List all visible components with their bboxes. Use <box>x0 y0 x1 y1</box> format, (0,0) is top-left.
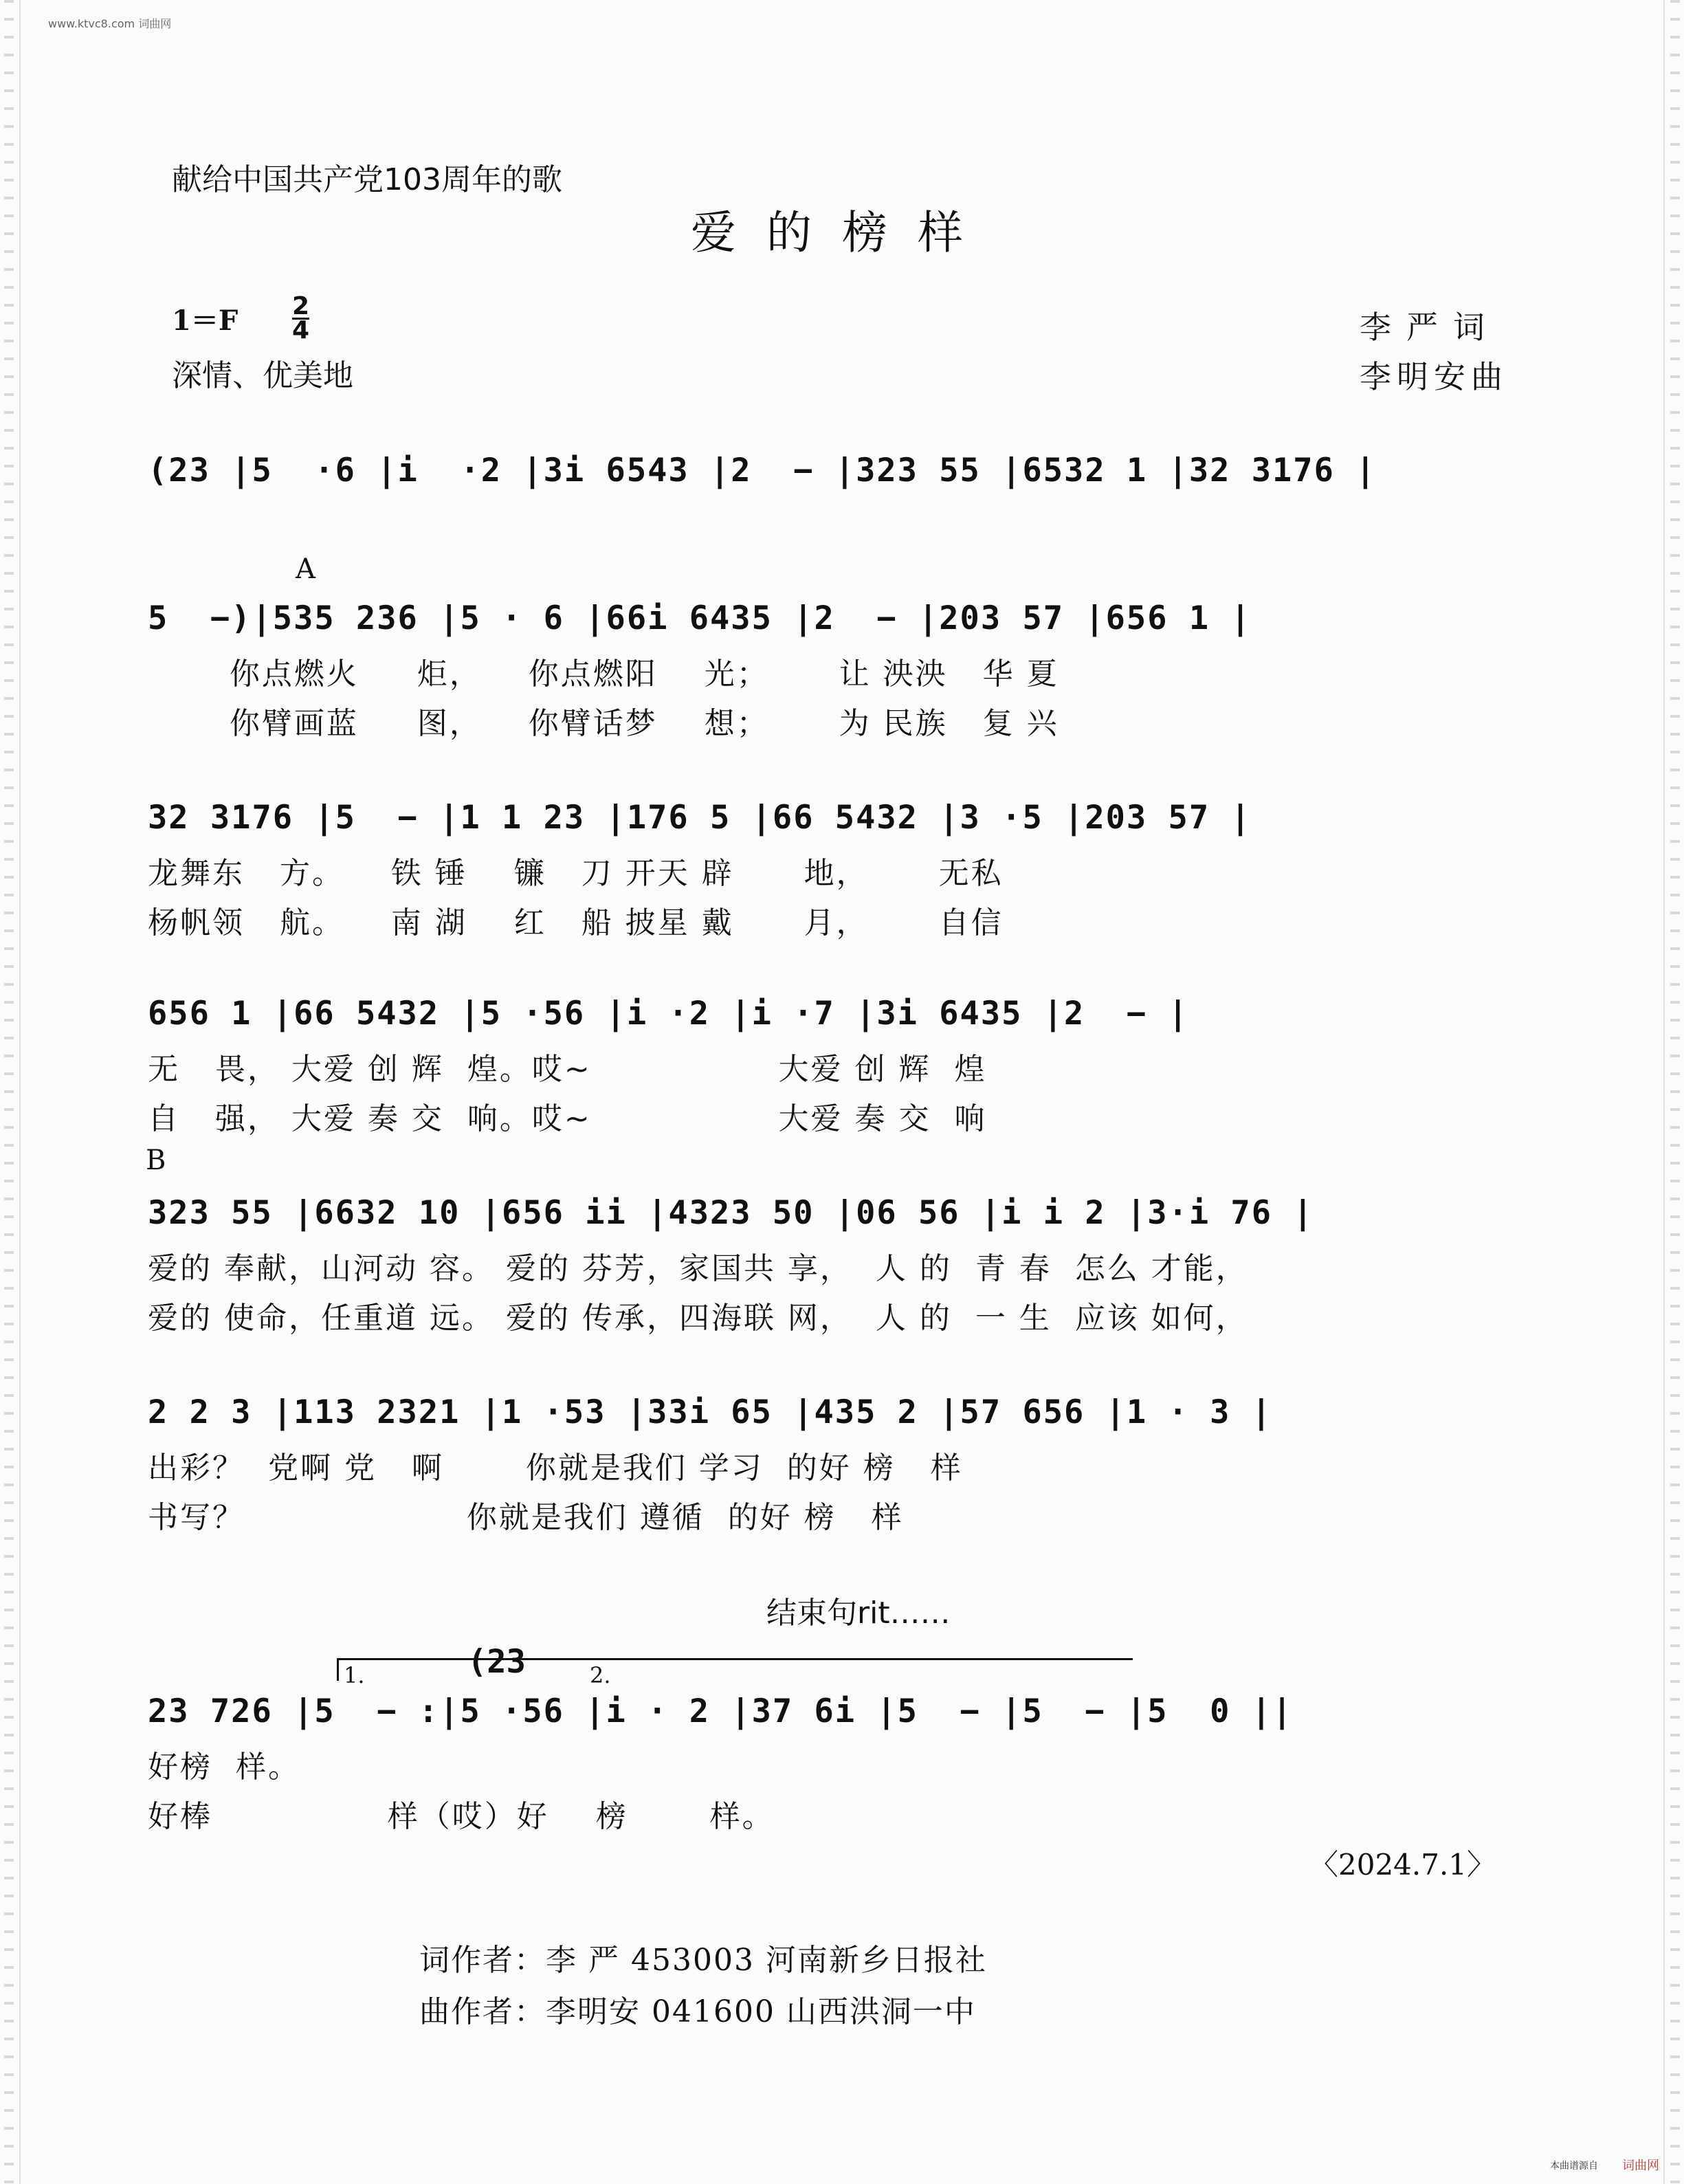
composer-credit: 李明安曲 <box>1360 358 1508 395</box>
lyric-verse-2: 爱的 使命，任重道 远。 爱的 传承，四海联 网， 人 的 一 生 应该 如何， <box>148 1301 1248 1336</box>
notes-row: 32 3176 |5 − |1 1 23 |176 5 |66 5432 |3 ·5 |203 57 | <box>148 799 1252 837</box>
notes-row: 656 1 |66 5432 |5 ·56 |i ·2 |i ·7 |3i 6435 |2 − | <box>148 995 1189 1033</box>
score-line-7 <box>148 1681 1533 1842</box>
page-rule-right <box>1663 0 1665 2184</box>
score-line-5 <box>148 1182 1533 1343</box>
ending-pickup: (23 <box>467 1643 526 1681</box>
volta-bracket <box>337 1658 1133 1681</box>
section-a-marker: A <box>296 553 315 585</box>
ending-2-marker: 2. <box>590 1662 611 1688</box>
notes-row: 23 726 |5 − :|5 ·56 |i · 2 |37 6i |5 − |5 − |5 0 || <box>148 1692 1294 1730</box>
lyric-verse-1: 好榜 样。 <box>148 1750 300 1785</box>
notes-row: 323 55 |6632 10 |656 ii |4323 50 |06 56 |i i 2 |3·i 76 | <box>148 1194 1314 1232</box>
composer-contact: 曲作者：李明安 041600 山西洪洞一中 <box>419 1994 976 2029</box>
section-b-marker: B <box>146 1145 166 1176</box>
page-border-right <box>1670 0 1680 2184</box>
composition-date: 〈2024.7.1〉 <box>1309 1848 1496 1882</box>
ending-1-marker: 1. <box>344 1662 365 1688</box>
lyric-verse-2: 杨帆领 航。 南 湖 红 船 披星 戴 月， 自信 <box>148 905 1004 940</box>
lyric-verse-1: 龙舞东 方。 铁 锤 镰 刀 开天 辟 地， 无私 <box>148 856 1004 891</box>
expression-marking: 深情、优美地 <box>172 358 353 393</box>
score-line-6 <box>148 1382 1533 1543</box>
lyric-verse-1: 出彩？ 党啊 党 啊 你就是我们 学习 的好 榜 样 <box>148 1451 963 1486</box>
source-tag: www.ktvc8.com 词曲网 <box>48 17 172 30</box>
dedication: 献给中国共产党103周年的歌 <box>172 162 562 197</box>
meter-top: 2 <box>292 292 310 320</box>
ending-rit-text: 结束句rit…… <box>766 1596 951 1631</box>
score-line-1 <box>148 440 1533 502</box>
lyric-verse-2: 好棒 样（哎）好 榜 样。 <box>148 1799 775 1834</box>
meter-bottom: 4 <box>292 316 310 344</box>
notes-row: 5 −)|535 236 |5 · 6 |66i 6435 |2 − |203 57 |656 1 | <box>148 599 1252 637</box>
score-line-4 <box>148 983 1533 1144</box>
lyric-verse-1: 无 畏， 大爱 创 辉 煌。哎~ 大爱 创 辉 煌 <box>148 1052 987 1087</box>
lyric-verse-2: 书写？ 你就是我们 遵循 的好 榜 样 <box>148 1500 904 1535</box>
lyricist-contact: 词作者：李 严 453003 河南新乡日报社 <box>419 1943 987 1978</box>
footer-source-label: 本曲谱源自 <box>1550 2161 1598 2172</box>
notes-row: (23 |5 ·6 |i ·2 |3i 6543 |2 − |323 55 |6532 1 |32 3176 | <box>148 452 1377 489</box>
score-line-3 <box>148 787 1533 948</box>
lyric-verse-2: 你臂画蓝 图， 你臂话梦 想； 为 民族 复 兴 <box>148 706 1059 741</box>
key-signature: 1＝F <box>172 305 239 337</box>
lyric-verse-2: 自 强， 大爱 奏 交 响。哎~ 大爱 奏 交 响 <box>148 1101 987 1136</box>
lyric-verse-1: 爱的 奉献，山河动 容。 爱的 芬芳，家国共 享， 人 的 青 春 怎么 才能， <box>148 1251 1248 1286</box>
time-signature <box>292 292 310 344</box>
score-line-2 <box>148 588 1533 749</box>
page-border-left <box>4 0 14 2184</box>
footer-site-logo: 词曲网 <box>1622 2159 1659 2173</box>
lyricist-credit: 李严词 <box>1360 309 1500 346</box>
notes-row: 2 2 3 |113 2321 |1 ·53 |33i 65 |435 2 |57 656 |1 · 3 | <box>148 1393 1273 1431</box>
page-rule-left <box>19 0 21 2184</box>
lyric-verse-1: 你点燃火 炬， 你点燃阳 光； 让 泱泱 华 夏 <box>148 657 1059 692</box>
page-title: 爱的榜样 <box>691 206 993 259</box>
